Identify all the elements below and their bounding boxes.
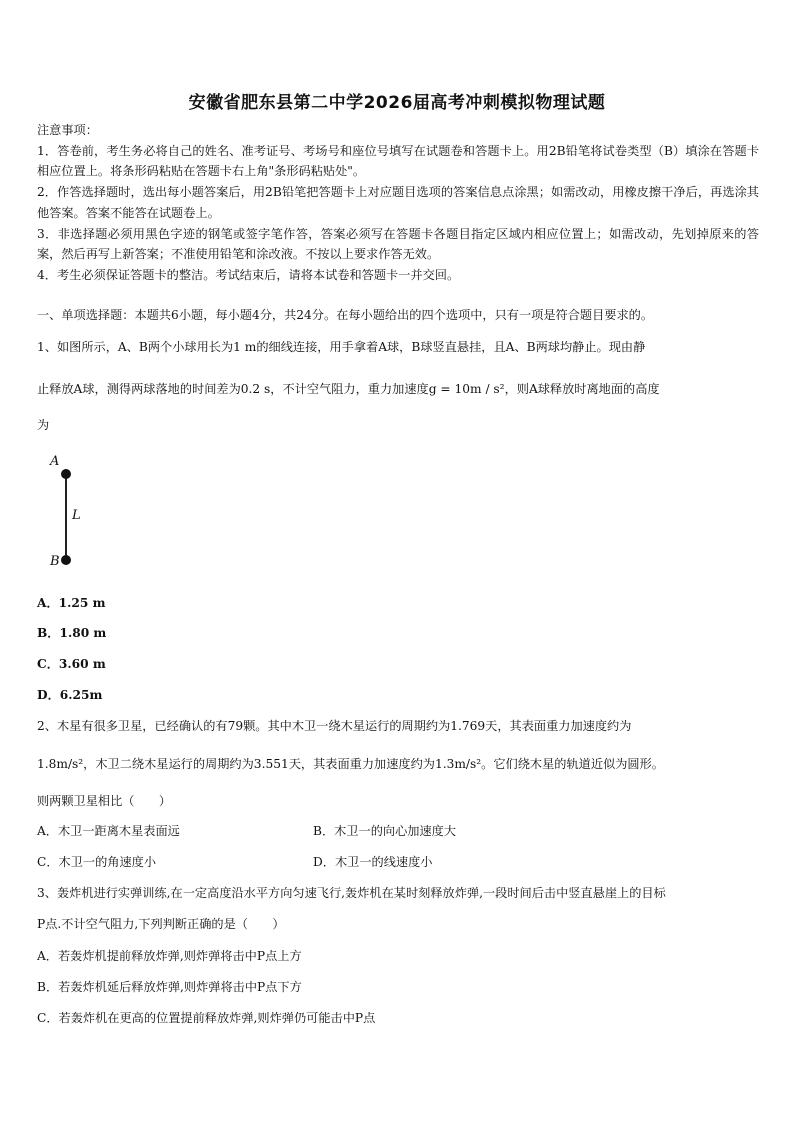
ball-a bbox=[61, 469, 71, 479]
option-c: C．木卫一的角速度小 bbox=[37, 855, 157, 869]
option-a: A．若轰炸机提前释放炸弹,则炸弹将击中P点上方 bbox=[37, 949, 302, 963]
question-2-text: 2、木星有很多卫星，已经确认的有79颗。其中木卫一绕木星运行的周期约为1.769天，其表面重力加速度约为 bbox=[37, 719, 632, 733]
notice-heading: 注意事项： bbox=[37, 123, 98, 137]
notice-item: 2．作答选择题时，选出每小题答案后，用2B铅笔把答题卡上对应题目选项的答案信息点涂黑；如需改动，用橡皮擦干净后，再选涂其他答案。答案不能答在试题卷上。 bbox=[37, 185, 759, 220]
question-1-text: 为 bbox=[37, 418, 50, 432]
figure-label-b: B bbox=[50, 554, 60, 569]
option-b: B．1.80 m bbox=[37, 626, 107, 640]
question-3-text: P点.不计空气阻力,下列判断正确的是（ ） bbox=[37, 917, 285, 931]
option-a: A．木卫一距离木星表面远 bbox=[37, 824, 180, 838]
option-b: B．木卫一的向心加速度大 bbox=[313, 824, 457, 838]
section-heading: 一、单项选择题：本题共6小题，每小题4分，共24分。在每小题给出的四个选项中，只有一项是符合题目要求的。 bbox=[37, 308, 654, 322]
option-d: D．6.25m bbox=[37, 688, 103, 702]
option-d: D．木卫一的线速度小 bbox=[313, 855, 433, 869]
pendulum-figure bbox=[46, 452, 106, 572]
option-a: A．1.25 m bbox=[37, 596, 106, 610]
notice-item: 1．答卷前，考生务必将自己的姓名、准考证号、考场号和座位号填写在试题卷和答题卡上。用2B铅笔将试卷类型（B）填涂在答题卡相应位置上。将条形码粘贴在答题卡右上角"条形码粘贴处"。 bbox=[37, 143, 759, 179]
notice-item: 4．考生必须保证答题卡的整洁。考试结束后，请将本试卷和答题卡一并交回。 bbox=[37, 267, 460, 282]
option-b: B．若轰炸机延后释放炸弹,则炸弹将击中P点下方 bbox=[37, 980, 302, 994]
figure-label-l: L bbox=[72, 508, 81, 523]
question-3-text: 3、轰炸机进行实弹训练,在一定高度沿水平方向匀速飞行,轰炸机在某时刻释放炸弹,一段时间后击中竖直悬崖上的目标 bbox=[37, 886, 666, 900]
question-1-text: 1、如图所示，A、B两个小球用长为1 m的细线连接，用手拿着A球，B球竖直悬挂，且A、B两球均静止。现由静 bbox=[37, 340, 646, 354]
option-c: C．3.60 m bbox=[37, 657, 106, 671]
page-title: 安徽省肥东县第二中学2026届高考冲刺模拟物理试题 bbox=[188, 93, 606, 113]
ball-b bbox=[61, 555, 71, 565]
figure-label-a: A bbox=[50, 454, 60, 469]
notice-item: 3．非选择题必须用黑色字迹的钢笔或签字笔作答，答案必须写在答题卡各题目指定区域内相应位置上；如需改动，先划掉原来的答案，然后再写上新答案；不准使用铅笔和涂改液。不按以上要求作答无效。 bbox=[37, 226, 759, 262]
option-c: C．若轰炸机在更高的位置提前释放炸弹,则炸弹仍可能击中P点 bbox=[37, 1011, 376, 1025]
notice-block bbox=[37, 120, 759, 286]
question-2-text: 1.8m/s²，木卫二绕木星运行的周期约为3.551天，其表面重力加速度约为1.3m/s²。它们绕木星的轨道近似为圆形。 bbox=[37, 757, 664, 771]
question-1-text: 止释放A球，测得两球落地的时间差为0.2 s，不计空气阻力，重力加速度g = 10m / s²，则A球释放时离地面的高度 bbox=[37, 382, 660, 396]
question-2-text: 则两颗卫星相比（ ） bbox=[37, 794, 172, 808]
